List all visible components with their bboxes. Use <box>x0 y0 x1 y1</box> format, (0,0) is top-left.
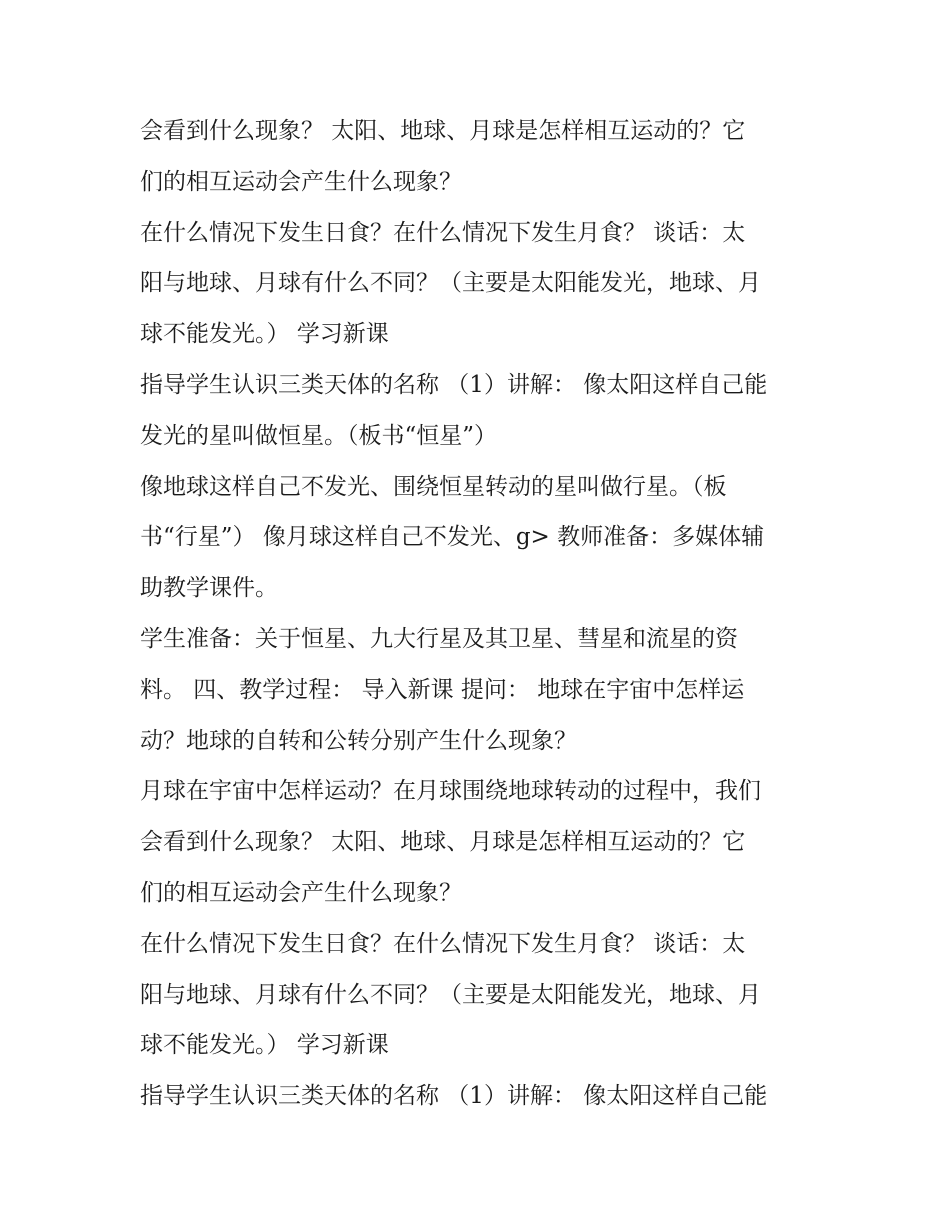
text-line: 动？地球的自转和公转分别产生什么现象？ <box>140 727 577 754</box>
text-line: 阳与地球、月球有什么不同？（主要是太阳能发光，地球、月 <box>140 270 761 297</box>
text-line: 在什么情况下发生日食？在什么情况下发生月食？ 谈话：太 <box>140 219 746 246</box>
text-line: 会看到什么现象？ 太阳、地球、月球是怎样相互运动的？它 <box>140 118 746 144</box>
text-line: 月球在宇宙中怎样运动？在月球围绕地球转动的过程中，我们 <box>140 778 761 805</box>
text-line: 们的相互运动会产生什么现象？ <box>140 879 462 906</box>
text-line: 指导学生认识三类天体的名称 （1）讲解： 像太阳这样自己能 <box>140 371 768 398</box>
text-line: 们的相互运动会产生什么现象？ <box>140 168 462 195</box>
text-line: 料。 四、教学过程： 导入新课 提问： 地球在宇宙中怎样运 <box>140 676 745 703</box>
text-line: 学生准备：关于恒星、九大行星及其卫星、彗星和流星的资 <box>140 625 738 652</box>
text-line: 助教学课件。 <box>140 575 278 602</box>
text-line: 球不能发光。） 学习新课 <box>140 1032 389 1059</box>
document-body <box>140 106 820 1122</box>
text-line: 书“行星”） 像月球这样自己不发光、g> 教师准备：多媒体辅 <box>140 524 765 551</box>
text-line: 在什么情况下发生日食？在什么情况下发生月食？ 谈话：太 <box>140 930 746 957</box>
text-line: 发光的星叫做恒星。（板书“恒星”） <box>140 422 498 449</box>
text-line: 球不能发光。） 学习新课 <box>140 321 389 348</box>
text-line: 会看到什么现象？ 太阳、地球、月球是怎样相互运动的？它 <box>140 829 746 856</box>
text-line: 指导学生认识三类天体的名称 （1）讲解： 像太阳这样自己能 <box>140 1083 768 1110</box>
text-line: 像地球这样自己不发光、围绕恒星转动的星叫做行星。（板 <box>140 473 727 500</box>
text-line: 阳与地球、月球有什么不同？（主要是太阳能发光，地球、月 <box>140 981 761 1008</box>
